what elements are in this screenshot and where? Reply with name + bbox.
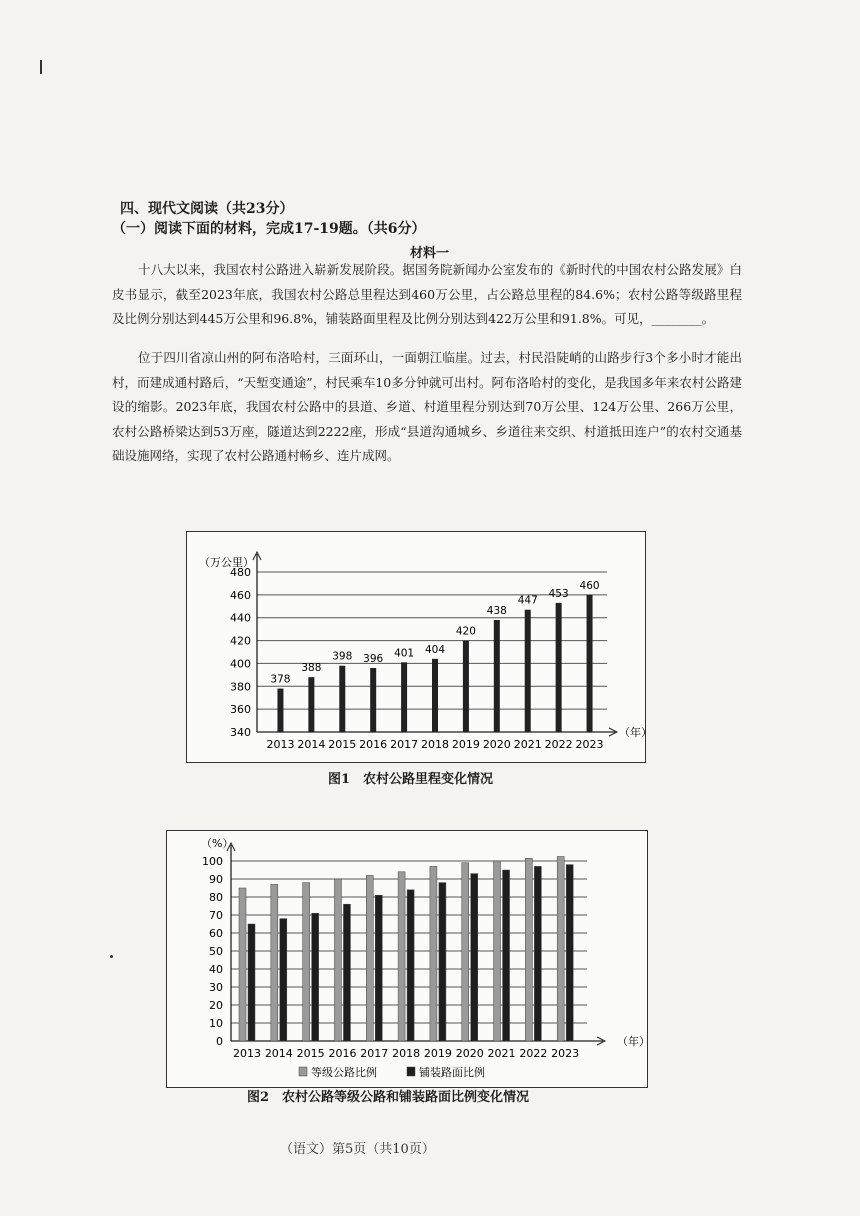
y-tick-label: 100 xyxy=(202,855,223,868)
bar xyxy=(525,610,531,732)
data-label: 401 xyxy=(394,647,415,660)
x-tick-label: 2014 xyxy=(297,738,326,751)
y-tick-label: 340 xyxy=(230,726,251,739)
x-axis-title: （年） xyxy=(617,1035,650,1048)
paragraph-2: 位于四川省凉山州的阿布洛哈村，三面环山，一面朝江临崖。过去，村民沿陡峭的山路步行3个多小时才能出村，而建成通村路后，“天堑变通途”，村民乘车10多分钟就可出村。阿布洛哈村的变化，是我国多年来农村公路建设的缩影。2023年底，我国农村公路中的县道、乡道、村道里程分别达到70万公里、124万公里、266万公里，农村公路桥梁达到53万座，隧道达到2222座，形成“县道沟通城乡、乡道往来交织、村道抵田连户”的农村交通基础设施网络，实现了农村公路通村畅乡、连片成网。 xyxy=(112,350,742,463)
y-axis-title: （万公里） xyxy=(199,556,254,569)
x-tick-label: 2023 xyxy=(575,738,604,751)
x-tick-label: 2021 xyxy=(513,738,542,751)
data-label: 378 xyxy=(270,673,291,686)
bar-graded xyxy=(557,857,564,1042)
bar xyxy=(401,662,407,732)
x-tick-label: 2019 xyxy=(451,738,480,751)
x-tick-label: 2023 xyxy=(551,1047,580,1060)
bar-paved xyxy=(280,919,287,1041)
bar-graded xyxy=(366,875,373,1041)
data-label: 398 xyxy=(332,650,353,663)
bar-graded xyxy=(430,866,437,1041)
legend-swatch xyxy=(299,1067,307,1076)
sub-title: （一）阅读下面的材料，完成17-19题。（共6分） xyxy=(112,221,426,237)
data-label: 460 xyxy=(579,579,600,592)
bar-graded xyxy=(494,861,501,1041)
chart-1-frame xyxy=(186,531,652,763)
section-title: 四、现代文阅读（共23分） xyxy=(120,201,294,217)
bar xyxy=(277,689,283,732)
data-label: 420 xyxy=(455,625,476,638)
chart-2 xyxy=(167,831,650,1087)
y-axis-title: （%） xyxy=(201,837,234,850)
y-tick-label: 40 xyxy=(209,963,223,976)
bar xyxy=(339,666,345,732)
x-tick-label: 2019 xyxy=(423,1047,452,1060)
y-tick-label: 50 xyxy=(209,945,223,958)
x-tick-label: 2018 xyxy=(421,738,449,751)
y-tick-label: 30 xyxy=(209,981,223,994)
bar-graded xyxy=(525,858,532,1041)
y-tick-label: 20 xyxy=(209,999,223,1012)
chart-2-frame xyxy=(166,830,648,1088)
bar xyxy=(370,668,376,732)
material-title: 材料一 xyxy=(410,246,450,261)
bar xyxy=(308,677,314,732)
x-tick-label: 2013 xyxy=(266,738,295,751)
data-label: 388 xyxy=(301,662,322,675)
data-label: 396 xyxy=(363,653,384,665)
bar xyxy=(463,641,469,732)
legend-swatch xyxy=(407,1067,415,1076)
x-tick-label: 2022 xyxy=(544,738,573,751)
y-tick-label: 440 xyxy=(230,611,251,625)
bar-paved xyxy=(534,866,541,1041)
data-label: 404 xyxy=(424,643,446,656)
y-tick-label: 420 xyxy=(230,634,251,648)
x-tick-label: 2022 xyxy=(519,1047,548,1060)
x-tick-label: 2015 xyxy=(328,738,357,751)
bar-paved xyxy=(375,895,382,1041)
bar-paved xyxy=(503,870,510,1041)
y-tick-label: 70 xyxy=(209,909,223,922)
bar-paved xyxy=(248,924,255,1041)
x-tick-label: 2016 xyxy=(359,738,388,751)
stray-dot xyxy=(110,955,113,958)
y-tick-label: 460 xyxy=(230,588,251,602)
bar-paved xyxy=(439,883,446,1041)
data-label: 438 xyxy=(486,605,507,617)
bar-graded xyxy=(398,872,405,1041)
x-tick-label: 2016 xyxy=(328,1047,357,1060)
y-tick-label: 10 xyxy=(209,1017,223,1030)
page-footer: （语文）第5页（共10页） xyxy=(280,1142,435,1157)
legend-label: 等级公路比例 xyxy=(311,1066,377,1079)
bar-paved xyxy=(566,865,573,1041)
data-label: 453 xyxy=(548,587,569,600)
y-tick-label: 90 xyxy=(209,873,223,886)
bar-paved xyxy=(343,904,350,1041)
x-tick-label: 2017 xyxy=(360,1047,389,1060)
bar xyxy=(556,603,562,732)
bar-graded xyxy=(462,863,469,1041)
data-label: 447 xyxy=(517,594,538,607)
bar-graded xyxy=(303,883,310,1041)
bar-paved xyxy=(471,874,478,1041)
x-tick-label: 2020 xyxy=(482,738,511,751)
bar xyxy=(494,620,500,732)
chart-1 xyxy=(187,532,652,762)
bar-graded xyxy=(239,888,246,1041)
bar-paved xyxy=(407,890,414,1041)
x-tick-label: 2021 xyxy=(487,1047,516,1060)
chart-2-caption: 图2 农村公路等级公路和铺装路面比例变化情况 xyxy=(247,1090,530,1105)
y-tick-label: 60 xyxy=(209,927,223,940)
y-tick-label: 400 xyxy=(230,657,251,671)
y-tick-label: 380 xyxy=(230,680,251,694)
x-tick-label: 2017 xyxy=(390,738,419,751)
bar xyxy=(432,659,438,732)
chart-1-caption: 图1 农村公路里程变化情况 xyxy=(328,772,494,787)
x-tick-label: 2013 xyxy=(233,1047,261,1060)
y-tick-label: 360 xyxy=(230,703,251,717)
bar-paved xyxy=(312,913,319,1041)
bar-graded xyxy=(271,884,278,1041)
legend-label: 铺装路面比例 xyxy=(419,1066,485,1079)
bar-graded xyxy=(334,879,341,1041)
bar xyxy=(587,595,593,732)
y-tick-label: 80 xyxy=(209,891,223,904)
paragraph-1: 十八大以来，我国农村公路进入崭新发展阶段。据国务院新闻办公室发布的《新时代的中国农村公路发展》白皮书显示，截至2023年底，我国农村公路总里程达到460万公里，占公路总里程的84.6%；农村公路等级路里程及比例分别达到445万公里和96.8%，铺装路面里程及比例分别达到422万公里和91.8%。可见，________。 xyxy=(112,262,742,326)
x-tick-label: 2018 xyxy=(392,1047,421,1060)
x-tick-label: 2014 xyxy=(264,1047,293,1060)
x-tick-label: 2020 xyxy=(455,1047,484,1060)
margin-mark xyxy=(40,60,42,74)
y-tick-label: 480 xyxy=(230,566,251,579)
y-tick-label: 0 xyxy=(216,1035,223,1048)
x-axis-title: （年） xyxy=(619,726,652,739)
x-tick-label: 2015 xyxy=(296,1047,325,1060)
